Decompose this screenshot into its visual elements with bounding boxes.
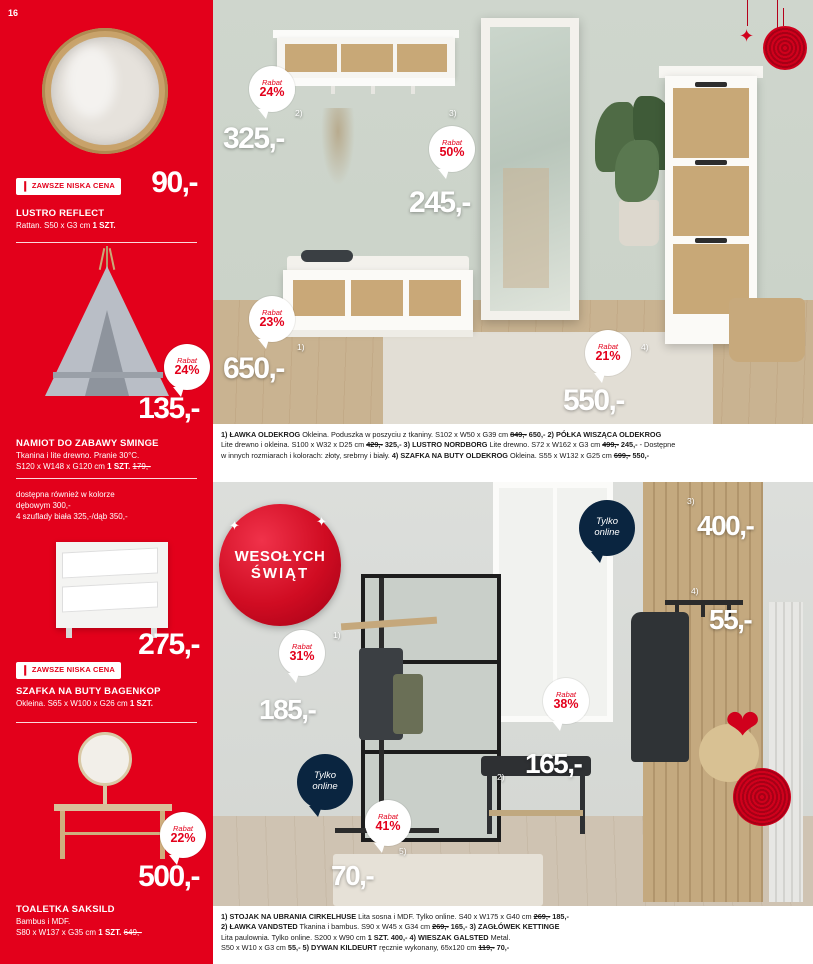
ornament-red-ball-2	[733, 768, 791, 826]
product-image-dressing-table	[48, 732, 178, 862]
badge-always-low-price: ❙ ZAWSZE NISKA CENA	[16, 178, 121, 195]
product-note: dostępna również w kolorze dębowym 300,- 4 szuflady biała 325,-/dąb 350,-	[16, 490, 128, 521]
price-polka-oldekrog: 325,-	[223, 122, 284, 155]
item-number-2: 2)	[295, 108, 303, 118]
divider-1	[16, 242, 197, 243]
swirl-icon: ❙	[21, 181, 30, 192]
discount-badge-50-mirror: Rabat 50%	[429, 126, 475, 172]
ornament-red-heart: ❤	[725, 701, 761, 748]
discount-badge-38-bench: Rabat 38%	[543, 678, 589, 724]
price-lawka-vandsted: 165,-	[525, 748, 582, 779]
item-number-4: 4)	[641, 342, 649, 352]
discount-badge-23-bench: Rabat 23%	[249, 296, 295, 342]
top-photo-caption	[213, 424, 813, 482]
price-szafka-oldekrog: 550,-	[563, 384, 624, 417]
product-title: SZAFKA NA BUTY BAGENKOP	[16, 686, 161, 697]
price-lustro-reflect: 90,-	[151, 166, 197, 199]
badge-only-online-2: Tylko online	[297, 754, 353, 810]
decor-coat	[631, 612, 689, 762]
left-red-column	[0, 0, 213, 964]
bottom-photo-scene	[213, 482, 813, 964]
swirl-icon: ❙	[21, 665, 30, 676]
bottom-photo-caption	[213, 906, 813, 964]
caption-line-4: S50 x W10 x G3 cm 55,- 5) DYWAN KILDEURT ręcznie wykonany, 65x120 cm 119,- 70,-	[221, 943, 510, 953]
ornament-red-ball	[761, 8, 809, 86]
top-photo-scene	[213, 0, 813, 482]
product-image-wall-shelf	[273, 30, 459, 108]
ornament-hanging-red-1: ✦	[725, 0, 805, 110]
star-icon-2: ✦	[316, 514, 327, 529]
product-image-bench	[283, 256, 473, 344]
caption-line-1: 1) ŁAWKA OLDEKROG Okleina. Poduszka w poszyciu z tkaniny. S102 x W50 x G39 cm 849,- 650,- 2) PÓŁKA WISZĄCA OLDEKROG	[221, 430, 662, 439]
badge-always-low-price-2: ❙ ZAWSZE NISKA CENA	[16, 662, 121, 679]
price-lawka-oldekrog: 650,-	[223, 352, 284, 385]
price-dywan-kildeurt: 70,-	[331, 860, 374, 891]
discount-badge-24-shelf: Rabat 24%	[249, 66, 295, 112]
star-icon: ✦	[229, 518, 240, 533]
page-number: 16	[8, 8, 19, 18]
item-number-1: 1)	[297, 342, 305, 352]
item-number-3-bottom: 3)	[687, 496, 695, 506]
product-desc: Tkanina i lite drewno. Pranie 30°C. S120 x W148 x G120 cm 1 SZT. 179,-	[16, 451, 151, 471]
discount-badge-24: Rabat 24%	[164, 344, 210, 390]
price-zaglowek-kettinge: 400,-	[697, 510, 754, 541]
product-desc: Bambus i MDF. S80 x W137 x G35 cm 1 SZT. 649,-	[16, 917, 142, 937]
badge-only-online-1: Tylko online	[579, 500, 635, 556]
caption-line-1: 1) STOJAK NA UBRANIA CIRKELHUSE Lita sosna i MDF. Tylko online. S40 x W175 x G40 cm 269,- 185,-	[221, 912, 569, 921]
price-lustro-nordborg: 245,-	[409, 186, 470, 219]
product-title: NAMIOT DO ZABAWY SMINGE	[16, 438, 159, 449]
caption-line-3: w innych rozmiarach i kolorach: złoty, srebrny i biały. 4) SZAFKA NA BUTY OLDEKROG Okleina. S55 x W132 x G25 cm 699,- 550,-	[221, 450, 650, 460]
discount-badge-21-cabinet: Rabat 21%	[585, 330, 631, 376]
xmas-greeting-stamp: ✦ ✦ WESOŁYCH ŚWIĄT	[219, 504, 341, 626]
discount-badge-22: Rabat 22%	[160, 812, 206, 858]
discount-badge-31-rack: Rabat 31%	[279, 630, 325, 676]
old-price: 179,-	[132, 461, 151, 471]
decor-basket	[729, 298, 805, 362]
caption-line-2: Lite drewno i okleina. S100 x W32 x D25 cm 429,- 325,- 3) LUSTRO NORDBORG Lite drewno. S72 x W162 x G3 cm 499,- 245,- - Dostępne	[221, 440, 676, 450]
price-toaletka-saksild: 500,-	[138, 860, 199, 893]
product-image-shoe-cabinet	[56, 542, 168, 640]
caption-line-3: Lita paulownia. Tylko online. S200 x W90 cm 1 SZT. 400,- 4) WIESZAK GALSTED Metal.	[221, 932, 511, 942]
divider-2	[16, 478, 197, 479]
product-image-rattan-mirror	[42, 28, 168, 154]
product-title: LUSTRO REFLECT	[16, 208, 105, 219]
product-image-mirror-nordborg	[481, 18, 579, 320]
item-number-2-bottom: 2)	[497, 772, 505, 782]
item-number-1-bottom: 1)	[333, 630, 341, 640]
price-szafka-bagenkop: 275,-	[138, 628, 199, 661]
caption-line-2: 2) ŁAWKA VANDSTED Tkanina i bambus. S90 x W45 x G34 cm 269,- 165,- 3) ZAGŁÓWEK KETTINGE	[221, 922, 560, 932]
product-title: TOALETKA SAKSILD	[16, 904, 115, 915]
discount-badge-41-rug: Rabat 41%	[365, 800, 411, 846]
product-desc: Okleina. S65 x W100 x G26 cm 1 SZT.	[16, 699, 153, 708]
price-wieszak-galsted: 55,-	[709, 604, 752, 635]
old-price: 649,-	[123, 927, 142, 937]
price-namiot-sminge: 135,-	[138, 392, 199, 425]
price-stojak-cirkelhuse: 185,-	[259, 694, 316, 725]
product-desc: Rattan. S50 x G3 cm 1 SZT.	[16, 221, 116, 230]
item-number-5-bottom: 5)	[399, 846, 407, 856]
divider-3	[16, 722, 197, 723]
item-number-3: 3)	[449, 108, 457, 118]
product-image-teepee-tent	[45, 252, 173, 402]
item-number-4-bottom: 4)	[691, 586, 699, 596]
